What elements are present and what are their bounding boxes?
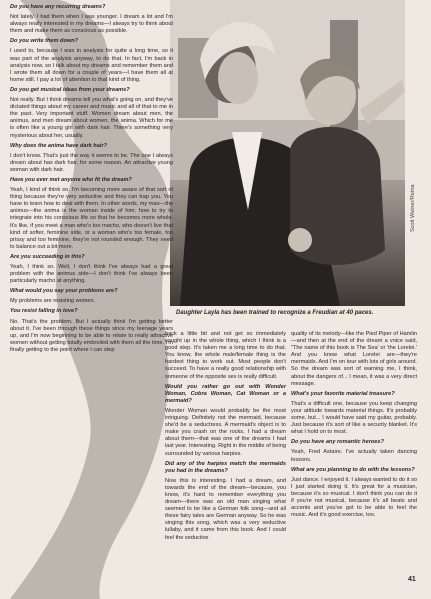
- question: What would you say your problems are?: [10, 288, 118, 295]
- answer: I don't know. That's just the way it seems to be. The one I always dream about has dark hair, for some reason. An attractive young woman with dark hair.: [10, 152, 173, 173]
- question: What are you planning to do with the lessons?: [291, 466, 415, 473]
- photo-credit: Scott Weiner/Retna: [410, 184, 416, 232]
- answer: No. That's the problem. But I actually think I'm getting better about it. I've been through these things since my teenage years up, and I'm now beginning to be able to relate to really attractive women without getting totally embroiled with them all the time. I'm finally getting to the point where I can step: [10, 318, 173, 353]
- photo-father-and-daughter: [170, 0, 405, 306]
- answer: Wonder Woman would probably be the most intriguing. Definitely not the mermaid, because she'd be a seductress. A mermaid's object is to make you crash on the rocks. I had a dream about them—that was one of the dreams I had last year. Interesting. Right in the middle of being surrounded by various harpies.: [165, 407, 286, 457]
- page-number: 41: [408, 576, 416, 583]
- column-right: [291, 331, 417, 522]
- question: Why does the anima have dark hair?: [10, 142, 107, 149]
- answer: Now this is interesting. I had a dream, and towards the end of the dream—because, you know, it's hard to remember everything you dream—there was an old man singing what seemed to be like a German folk song—and all these fairy tales are German anyway. So he was singing this song, which was a very seductive lullaby, and it came from this book. And I could feel the seductive: [165, 477, 286, 541]
- column-middle: [165, 331, 286, 545]
- question: Do you get musical ideas from your dreams?: [10, 86, 130, 93]
- question: Did any of the harpies match the mermaids you had in the dreams?: [165, 460, 286, 474]
- photo-illustration: [170, 0, 405, 306]
- answer: quality of its melody—like the Pied Piper of Hamlin—and then at the end of the dream a voice said, "The name of this book is The Sea' or 'the Lorelei.' And you know what Lorelei are—they're mermaids. And I'm on tour with lots of girls around. So the dream was sort of warning me, I think, about the dangers of... I mean, it was a very direct message.: [291, 331, 417, 387]
- question: Would you rather go out with Wonder Woman, Cobra Woman, Cat Woman or a mermaid?: [165, 383, 286, 404]
- question: Have you ever met anyone who fit the dream?: [10, 176, 132, 183]
- question: Are you succeeding in this?: [10, 253, 85, 260]
- answer: Not really. But I think dreams tell you what's going on, and they've dictated things about my career and music and all of that to me in the past. Very important stuff. Women dream about men, the animus, and men dream about women, the anima. Which for me is often like a young girl with dark hair. There's something very mysterious about her, usually.: [10, 97, 173, 139]
- photo-caption: Daughter Layla has been trained to recognize a Freudian at 40 paces.: [176, 310, 374, 316]
- question: Do you have any romantic heroes?: [291, 439, 384, 446]
- column-left: [10, 4, 173, 357]
- answer: back a little bit and not get so immediately caught up in the whole thing, which I think is a good step. It's taken me a long time to do that. You know, the whole male/female thing is the hardest thing to work out. Most people don't succeed. To have a really good relationship with someone of the opposite sex is really difficult.: [165, 331, 286, 380]
- question: Do you write them down?: [10, 38, 79, 45]
- answer: Just dance. I enjoyed it. I always wanted to do it so I just started doing it. It's great for a musician, because it's so musical. I don't think you can do it if you're not musical, because it's all beats and accents and you've got to be able to feel the music. And it's good exercise, too.: [291, 476, 417, 519]
- answer: That's a difficult one, because you keep changing your attitude towards material things. It's probably some, but... I would have said my guitar, probably. Just because it's sort of like a security blanket. It's what I hold on to most.: [291, 400, 417, 436]
- question: What's your favorite material treasure?: [291, 390, 395, 397]
- question: Do you have any recurring dreams?: [10, 4, 106, 10]
- answer: Yeah, I think so. Well, I don't think I've always had a great problem with the animus side—I don't think I've always been particularly macho at anything.: [10, 264, 173, 285]
- answer: Yeah, Fred Astaire. I've actually taken dancing lessons.: [291, 449, 417, 463]
- answer: Not lately. I had them when I was younger. I dream a lot and I'm always really interested in my dreams—I always try to think about them and make them as conscious as possible.: [10, 14, 173, 35]
- answer: I used to, because I was in analysis for quite a long time, so it was part of the analysis anyway, to do that. In fact, I'm back in analysis now, so I talk about my dreams and remember them and I wrote them all down for a couple of years—I have them all at home still. I pay a lot of attention to that kind of thing.: [10, 48, 173, 83]
- answer: My problems are resisting women.: [10, 298, 96, 305]
- question: You resist falling in love?: [10, 308, 78, 315]
- answer: Yeah, I kind of think so. I'm becoming more aware of that sort of thing because they're very seductive and they can trap you. You have to learn how to deal with them. In other words, my man—the animus—the anima is the woman inside of him; how to try to integrate into his conscious life so that he becomes more whole. It's like, if you meet a man who's too macho, who doesn't live that kind of softer, feminine side, or a woman who's too female, too prissy and too feminine, they're not rounded enough. They need to balance out a bit more.: [10, 187, 173, 250]
